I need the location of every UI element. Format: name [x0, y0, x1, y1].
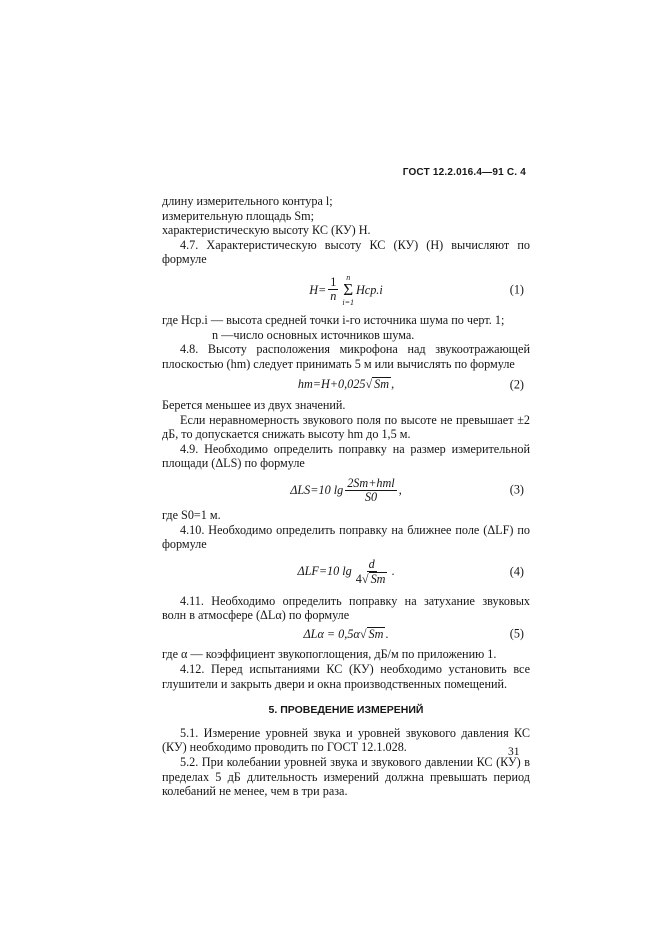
paragraph-4-7: 4.7. Характеристическую высоту КС (КУ) (Н) вычисляют по формуле — [162, 237, 530, 267]
formula-3-number: (3) — [509, 483, 524, 498]
sqrt-icon-2: √ Sm — [365, 377, 390, 392]
formula-5 — [162, 627, 530, 642]
formula-1-denominator: n — [330, 289, 337, 304]
formula-3-fraction — [345, 477, 397, 504]
sum-lower-limit: i=1 — [342, 297, 354, 307]
line-characteristic-height: характеристическую высоту КС (КУ) Н. — [162, 223, 371, 238]
sum-operator — [342, 273, 354, 307]
formula-4-radicand: Sm — [370, 571, 386, 586]
formula-5-lhs: ΔLα = 0,5α — [303, 626, 360, 641]
formula-3-denominator: S0 — [364, 489, 378, 504]
paragraph-4-10: 4.10. Необходимо определить поправку на ближнее поле (ΔLF) по формуле — [162, 522, 530, 552]
formula-4-numerator: d — [368, 556, 375, 571]
formula-1-fraction — [328, 276, 338, 303]
formula-3-lhs: ΔLS=10 lg — [290, 483, 344, 498]
paragraph-4-11: 4.11. Необходимо определить поправку на затухание звуковых волн в атмосфере (ΔLα) по формуле — [162, 593, 530, 623]
document-body — [162, 194, 530, 799]
where-5: где α — коэффициент звукопоглощения, дБ/м по приложению 1. — [162, 647, 497, 662]
where-3: где S0=1 м. — [162, 507, 221, 522]
sqrt-icon-5: √ Sm — [359, 626, 384, 641]
formula-2-tail: , — [391, 377, 395, 392]
formula-2-radicand: Sm — [374, 377, 390, 392]
sum-upper-limit: n — [346, 272, 351, 282]
paragraph-4-9: 4.9. Необходимо определить поправку на размер измерительной площади (ΔLS) по формуле — [162, 441, 530, 471]
formula-5-radicand: Sm — [368, 626, 384, 641]
formula-4-tail: . — [391, 564, 395, 579]
formula-5-number: (5) — [509, 626, 524, 641]
sigma-icon: Σ — [343, 279, 354, 299]
formula-4-number: (4) — [509, 564, 524, 579]
formula-4-fraction — [354, 558, 390, 586]
formula-4-lhs: ΔLF=10 lg — [297, 564, 352, 579]
formula-1-numerator: 1 — [330, 275, 337, 290]
paragraph-4-12: 4.12. Перед испытаниями КС (КУ) необходимо установить все глушители и закрыть двери и окна производственных помещений. — [162, 662, 530, 691]
formula-4-den-coef: 4 — [355, 571, 362, 586]
sqrt-icon-4: √ Sm — [361, 571, 386, 586]
paragraph-4-8: 4.8. Высоту расположения микрофона над звукоотражающей плоскостью (hm) следует принимать 5 м или вычислять по формуле — [162, 342, 530, 371]
formula-4-denominator — [354, 572, 390, 586]
line-measurement-area: измерительную площадь Sm; — [162, 208, 314, 223]
formula-2-expr: hm=H+0,025 — [297, 377, 366, 392]
formula-3-tail: , — [398, 483, 402, 498]
formula-1-number: (1) — [509, 282, 524, 297]
line-contour-length: длину измерительного контура l; — [162, 194, 333, 208]
where-1b: n —число основных источников шума. — [212, 327, 415, 342]
paragraph-4-8-uneven: Если неравномерность звукового поля по высоте не превышает ±2 дБ, то допускается снижать высоту hm до 1,5 м. — [162, 412, 530, 442]
where-1a: где Hср.i — высота средней точки i-го источника шума по черт. 1; — [162, 312, 505, 327]
formula-1 — [162, 273, 530, 307]
paragraph-5-2: 5.2. При колебании уровней звука и звукового давлении КС (КУ) в пределах 5 дБ длительность измерений должна превышать период колебаний не менее, чем в три раза. — [162, 755, 530, 799]
paragraph-4-8-note: Берется меньшее из двух значений. — [162, 397, 346, 412]
formula-3 — [162, 477, 530, 504]
formula-4 — [162, 558, 530, 586]
section-5-title: 5. ПРОВЕДЕНИЕ ИЗМЕРЕНИЙ — [268, 704, 424, 717]
page-header: ГОСТ 12.2.016.4—91 С. 4 — [402, 167, 526, 178]
formula-5-tail: . — [385, 626, 389, 641]
formula-2 — [162, 377, 530, 392]
page-number: 31 — [508, 746, 520, 758]
paragraph-5-1: 5.1. Измерение уровней звука и уровней звукового давления КС (КУ) необходимо проводить по ГОСТ 12.1.028. — [162, 725, 530, 755]
formula-3-numerator: 2Sm+hml — [347, 475, 395, 490]
formula-1-lhs: H= — [309, 282, 327, 297]
formula-2-number: (2) — [509, 377, 524, 392]
formula-1-term: Hср.i — [356, 282, 383, 297]
